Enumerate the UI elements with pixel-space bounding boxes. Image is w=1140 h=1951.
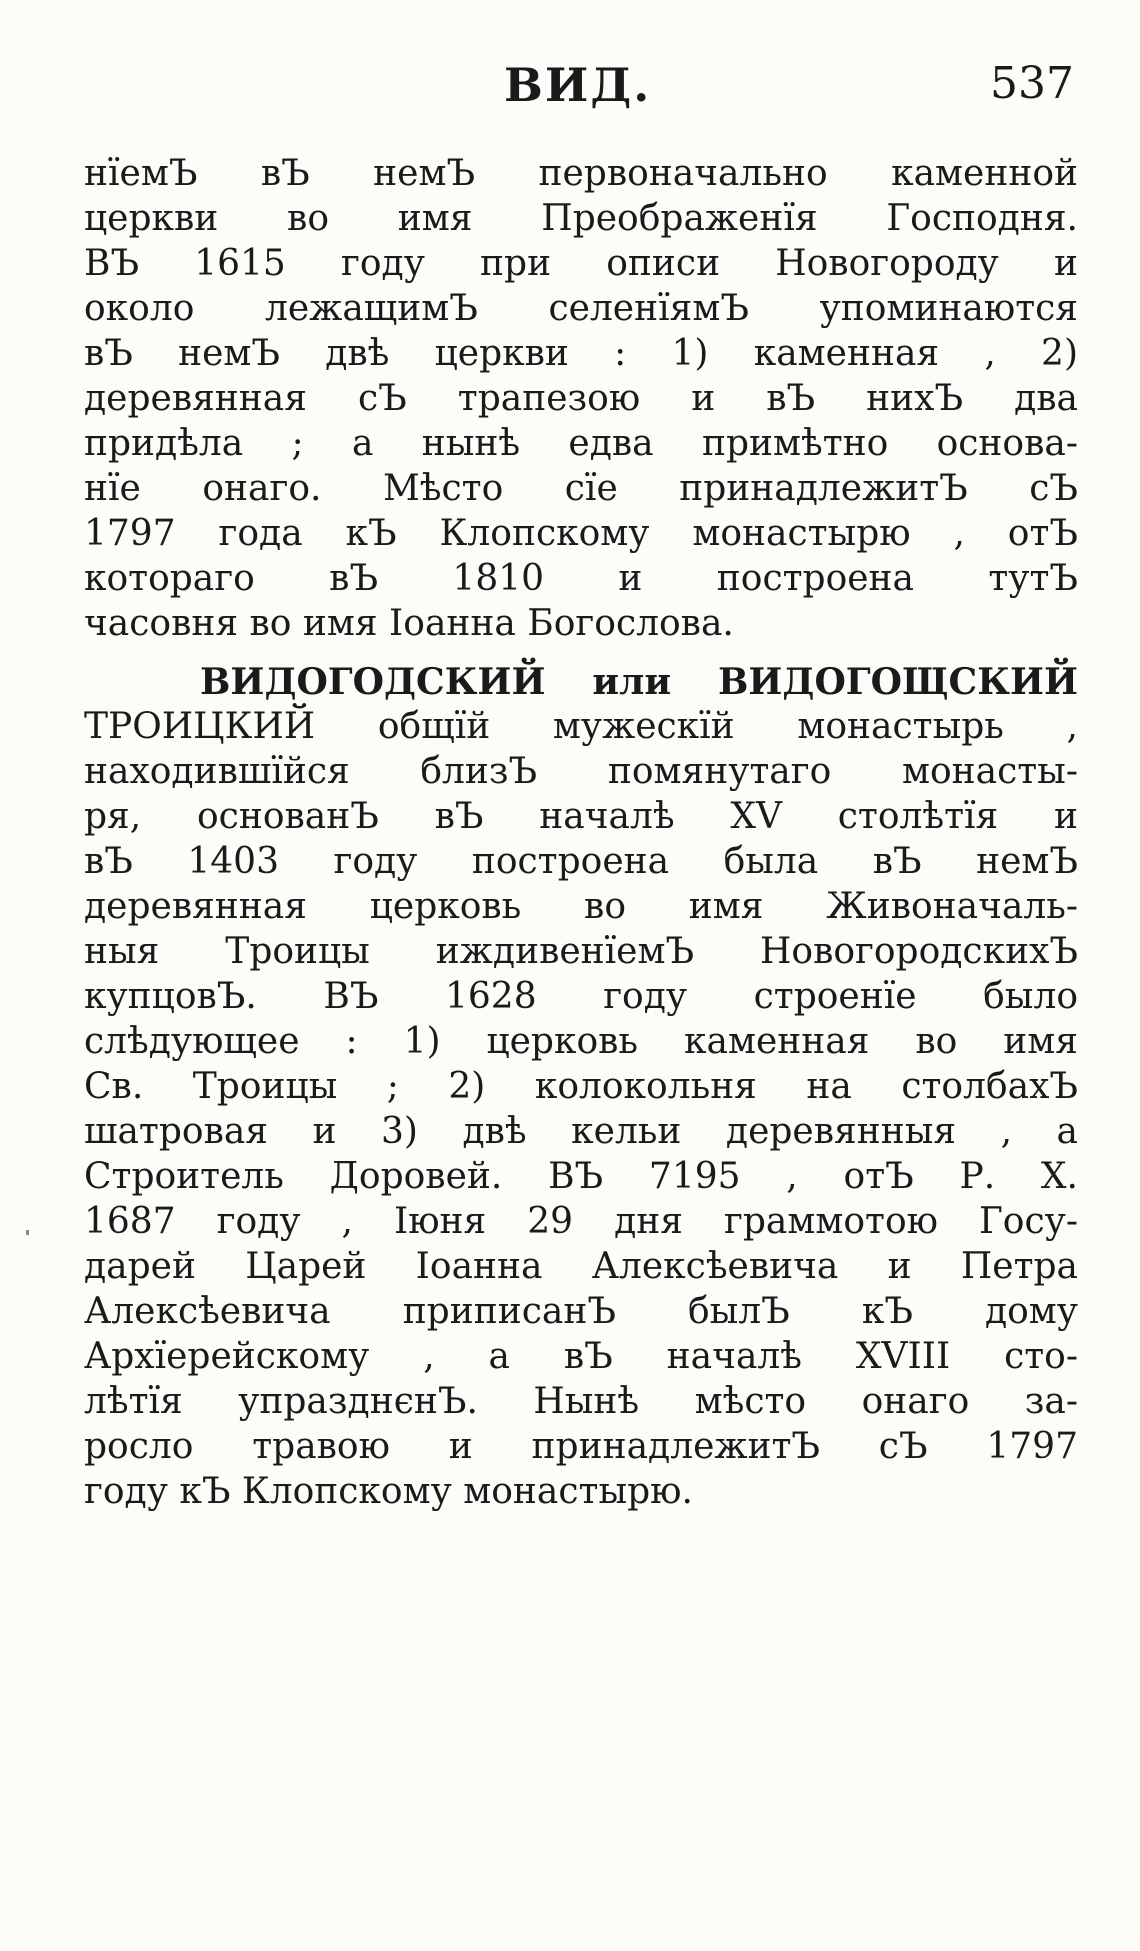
text-line: нїемЪ вЪ немЪ первоначально каменной	[84, 153, 1078, 194]
text-line: Архїерейскому , а вЪ началѣ XVIII сто-	[84, 1336, 1078, 1377]
running-head: ВИД.	[504, 58, 652, 112]
text-line: году кЪ Клопскому монастырю.	[84, 1471, 693, 1512]
text-line: ря, основанЪ вЪ началѣ XV столѣтїя и	[84, 796, 1078, 837]
page-header	[0, 58, 1140, 128]
text-line: около лежащимЪ селенїямЪ упоминаются	[84, 288, 1078, 329]
text-line: вЪ 1403 году построена была вЪ немЪ	[84, 841, 1078, 882]
text-line: вЪ немЪ двѣ церкви : 1) каменная , 2)	[84, 333, 1078, 374]
text-line: слѣдующее : 1) церковь каменная во имя	[84, 1021, 1078, 1062]
text-line: деревянная церковь во имя Живоначаль-	[84, 886, 1078, 927]
text-line: придѣла ; а нынѣ едва примѣтно основа-	[84, 423, 1078, 464]
text-line: 1687 году , Іюня 29 дня граммотою Госу-	[84, 1201, 1078, 1242]
text-line: купцовЪ. ВЪ 1628 году строенїе было	[84, 976, 1078, 1017]
text-line: находившїйся близЪ помянутаго монасты-	[84, 751, 1078, 792]
text-line: ТРОИЦКИЙ общїй мужескїй монастырь ,	[84, 706, 1078, 747]
text-line: Алексѣевича приписанЪ былЪ кЪ дому	[84, 1291, 1078, 1332]
text-line: Св. Троицы ; 2) колокольня на столбахЪ	[84, 1066, 1078, 1107]
text-line: ВЪ 1615 году при описи Новогороду и	[84, 243, 1078, 284]
text-line: церкви во имя Преображенїя Господня.	[84, 198, 1078, 239]
text-line: часовня во имя Іоанна Богослова.	[84, 603, 734, 644]
entry-heading: ВИДОГОДСКИЙ или ВИДОГОЩСКИЙ	[200, 661, 1078, 703]
text-line: Строитель Доровей. ВЪ 7195 , отЪ Р. Х.	[84, 1156, 1078, 1197]
text-line: 1797 года кЪ Клопскому монастырю , отЪ	[84, 513, 1078, 554]
text-line: нїе онаго. Мѣсто сїе принадлежитЪ сЪ	[84, 468, 1078, 509]
text-line: котораго вЪ 1810 и построена тутЪ	[84, 558, 1078, 599]
text-line: дарей Царей Іоанна Алексѣевича и Петра	[84, 1246, 1078, 1287]
page-number: 537	[990, 58, 1074, 109]
text-line: ныя Троицы иждивенїемЪ НовогородскихЪ	[84, 931, 1078, 972]
margin-speck	[26, 1230, 29, 1235]
text-line: росло травою и принадлежитЪ сЪ 1797	[84, 1426, 1078, 1467]
text-line: шатровая и 3) двѣ кельи деревянныя , а	[84, 1111, 1078, 1152]
text-line: деревянная сЪ трапезою и вЪ нихЪ два	[84, 378, 1078, 419]
text-line: лѣтїя упразднєнЪ. Нынѣ мѣсто онаго за-	[84, 1381, 1078, 1422]
